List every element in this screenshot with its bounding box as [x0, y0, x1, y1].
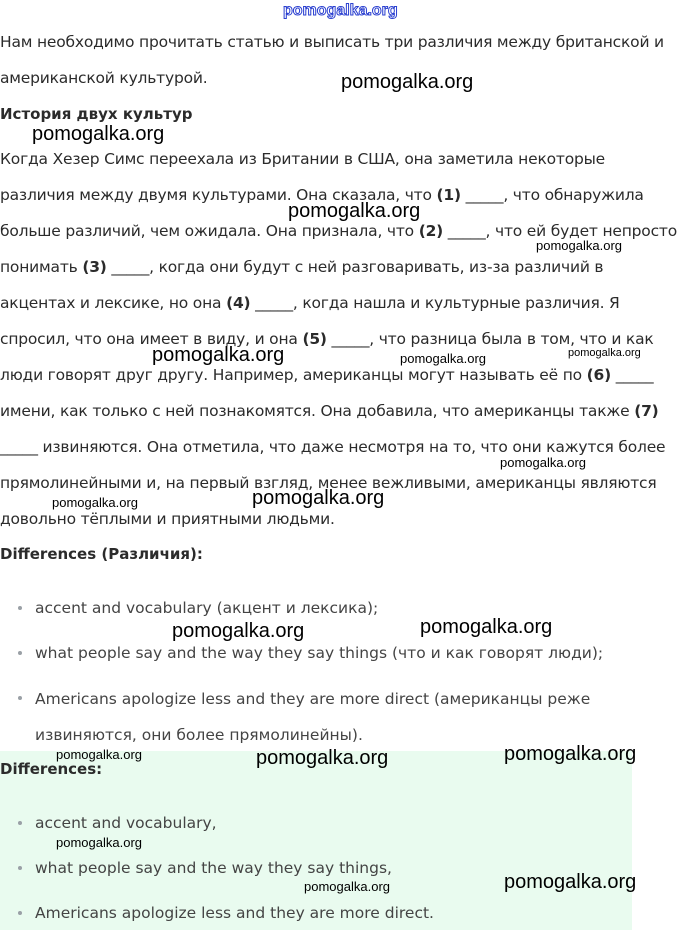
- watermark: pomogalka.org: [52, 495, 138, 510]
- article-body: Когда Хезер Симс переехала из Британии в США, она заметила некоторые различия между двумя культурами. Она сказала, что (1) _____, что обнаружила больше различий, чем ожидала. Она признала, что (2) _____, что ей будет непросто понимать (3) _____, когда они будут с ней разговаривать, из-за различий в акцентах и лексике, но она (4) _____, когда нашла и культурные различия. Я спросил, что она имеет в виду, и она (5) _____, что разница была в том, что и как люди говорят друг другу. Например, американцы могут называть её по (6) _____ имени, как только с ней познакомятся. Она добавила, что американцы также (7) _____ извиняются. Она отметила, что даже несмотря на то, что они кажутся более прямолинейными и, на первый взгляд, менее вежливыми, американцы являются довольно тёплыми и приятными людьми.: [0, 150, 678, 528]
- list-item-text: accent and vocabulary (акцент и лексика);: [35, 599, 379, 617]
- list-item-text: Americans apologize less and they are more direct.: [35, 904, 434, 922]
- list-item-text: accent and vocabulary,: [35, 814, 217, 832]
- list-item-text: what people say and the way they say things (что и как говорят люди);: [35, 644, 604, 662]
- watermark: pomogalka.org: [56, 835, 142, 850]
- task-text: Нам необходимо прочитать статью и выписать три различия между британской и американской культурой.: [0, 33, 664, 87]
- watermark: pomogalka.org: [288, 200, 421, 222]
- bullet-icon: [18, 606, 22, 610]
- watermark: pomogalka.org: [56, 747, 142, 762]
- watermark: pomogalka.org: [504, 871, 637, 893]
- bullet-icon: [18, 651, 22, 655]
- watermark: pomogalka.org: [500, 455, 586, 470]
- bullet-icon: [18, 821, 22, 825]
- watermark: pomogalka.org: [252, 487, 385, 509]
- watermark: pomogalka.org: [152, 344, 285, 366]
- watermark: pomogalka.org: [256, 747, 389, 769]
- watermark: pomogalka.org: [400, 351, 486, 366]
- bullet-icon: [18, 696, 22, 700]
- watermark: pomogalka.org: [536, 238, 622, 253]
- watermark: pomogalka.org: [32, 123, 165, 145]
- article-title: История двух культур: [0, 105, 193, 123]
- list-item-text: what people say and the way they say things,: [35, 859, 392, 877]
- watermark: pomogalka.org: [304, 879, 390, 894]
- watermark: pomogalka.org: [341, 71, 474, 93]
- differences-en-heading: Differences:: [0, 760, 103, 778]
- differences-ru-heading: Differences (Различия):: [0, 545, 203, 563]
- watermark: pomogalka.org: [504, 743, 637, 765]
- list-item-text: Americans apologize less and they are more direct (американцы реже извиняются, они более прямолинейны).: [35, 690, 591, 744]
- bullet-icon: [18, 866, 22, 870]
- watermark: pomogalka.org: [568, 347, 641, 359]
- watermark: pomogalka.org: [420, 616, 553, 638]
- watermark: pomogalka.org: [172, 620, 305, 642]
- top-watermark: pomogalka.org: [283, 2, 398, 19]
- bullet-icon: [18, 911, 22, 915]
